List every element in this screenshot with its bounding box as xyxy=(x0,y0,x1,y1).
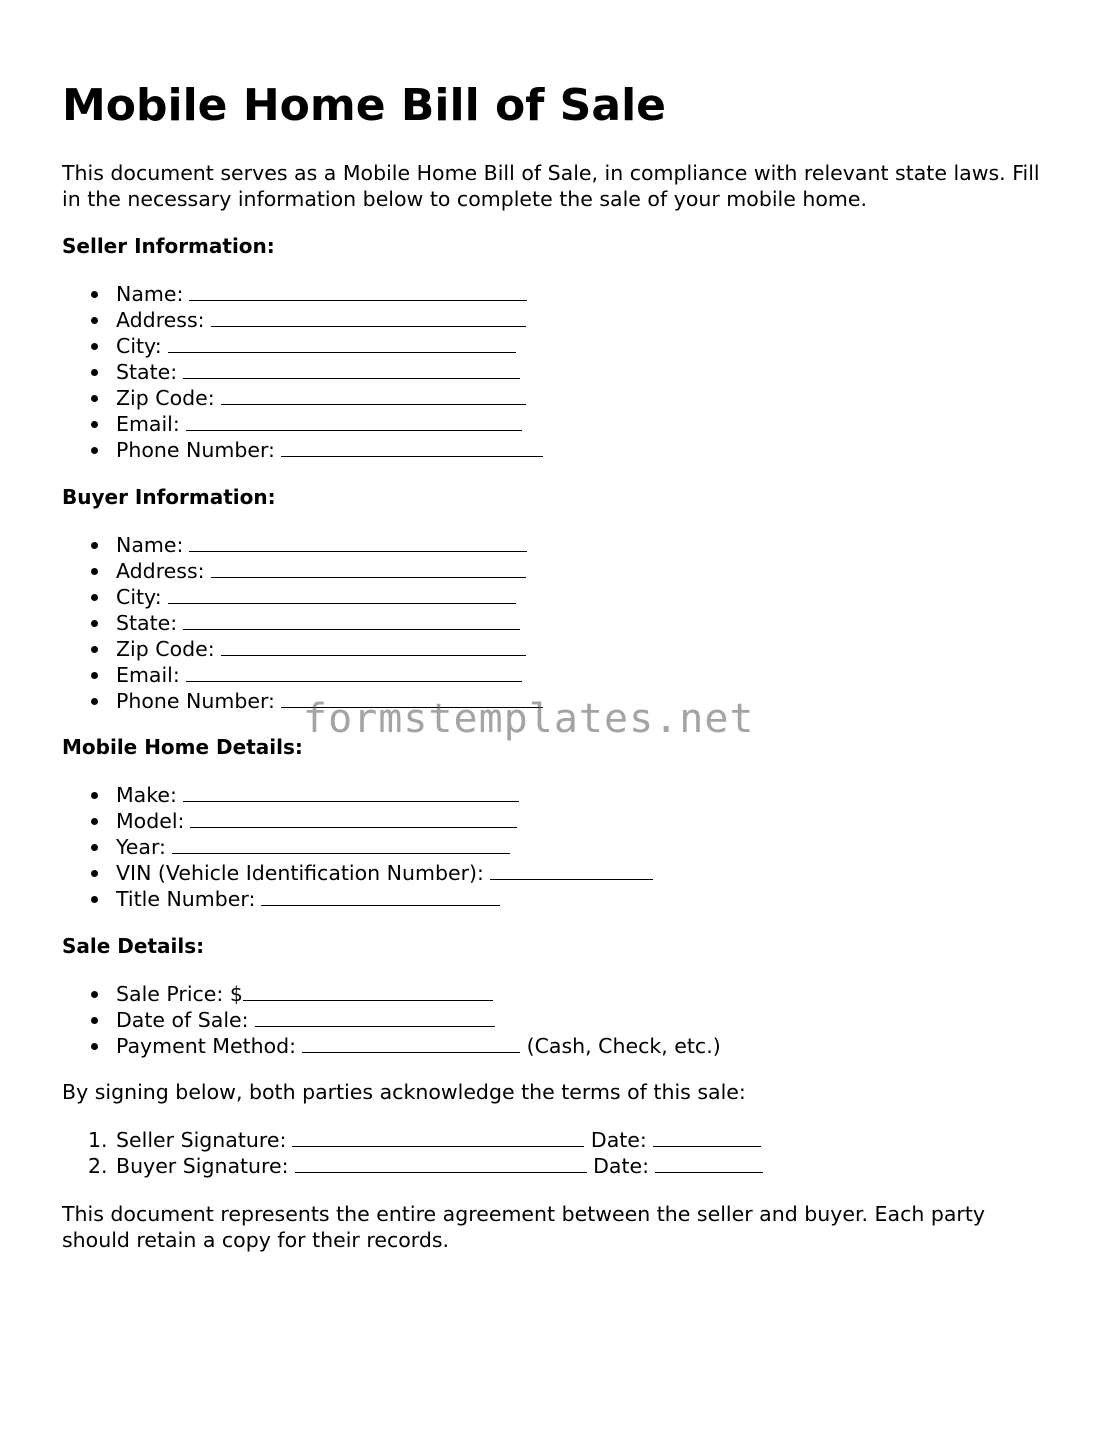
seller-name-blank[interactable] xyxy=(189,282,527,301)
sale-date-blank[interactable] xyxy=(255,1008,495,1027)
buyer-city-blank[interactable] xyxy=(168,585,516,604)
seller-name-field: Name: xyxy=(62,281,543,307)
home-details-heading: Mobile Home Details: xyxy=(62,735,303,759)
seller-signature-row: 1. Seller Signature: Date: xyxy=(62,1127,763,1153)
seller-signature-blank[interactable] xyxy=(292,1128,584,1147)
acknowledgement-text: By signing below, both parties acknowledge the terms of this sale: xyxy=(62,1080,746,1104)
home-title-number-field: Title Number: xyxy=(62,886,653,912)
buyer-zip-blank[interactable] xyxy=(221,637,526,656)
bullet-icon xyxy=(91,672,98,679)
bullet-icon xyxy=(91,1043,98,1050)
bullet-icon xyxy=(91,844,98,851)
sale-price-blank[interactable] xyxy=(243,982,493,1001)
bullet-icon xyxy=(91,542,98,549)
buyer-address-field: Address: xyxy=(62,558,543,584)
bullet-icon xyxy=(91,447,98,454)
payment-method-blank[interactable] xyxy=(302,1034,520,1053)
sale-details-fields xyxy=(62,981,721,1059)
buyer-name-blank[interactable] xyxy=(189,533,527,552)
intro-paragraph: This document serves as a Mobile Home Bill of Sale, in compliance with relevant state laws. Fill in the necessary information below to complete the sale of your mobile home. xyxy=(62,161,1040,211)
seller-email-field: Email: xyxy=(62,411,543,437)
payment-method-hint: (Cash, Check, etc.) xyxy=(526,1034,721,1058)
signature-list xyxy=(62,1127,763,1179)
sale-date-field: Date of Sale: xyxy=(62,1007,721,1033)
sale-price-field: Sale Price: $ xyxy=(62,981,721,1007)
buyer-phone-field: Phone Number: xyxy=(62,688,543,714)
buyer-zip-field: Zip Code: xyxy=(62,636,543,662)
buyer-signature-row: 2. Buyer Signature: Date: xyxy=(62,1153,763,1179)
bullet-icon xyxy=(91,896,98,903)
home-year-field: Year: xyxy=(62,834,653,860)
seller-heading: Seller Information: xyxy=(62,234,275,258)
home-year-blank[interactable] xyxy=(172,835,510,854)
seller-state-field: State: xyxy=(62,359,543,385)
buyer-state-field: State: xyxy=(62,610,543,636)
bullet-icon xyxy=(91,818,98,825)
bullet-icon xyxy=(91,369,98,376)
bullet-icon xyxy=(91,870,98,877)
bullet-icon xyxy=(91,646,98,653)
home-vin-blank[interactable] xyxy=(490,861,653,880)
seller-zip-blank[interactable] xyxy=(221,386,526,405)
bullet-icon xyxy=(91,620,98,627)
buyer-fields xyxy=(62,532,543,714)
bullet-icon xyxy=(91,792,98,799)
payment-method-field: Payment Method: (Cash, Check, etc.) xyxy=(62,1033,721,1059)
buyer-name-field: Name: xyxy=(62,532,543,558)
bullet-icon xyxy=(91,568,98,575)
document-title: Mobile Home Bill of Sale xyxy=(62,80,666,131)
home-model-field: Model: xyxy=(62,808,653,834)
bullet-icon xyxy=(91,291,98,298)
home-model-blank[interactable] xyxy=(190,809,517,828)
sale-details-heading: Sale Details: xyxy=(62,934,205,958)
seller-email-blank[interactable] xyxy=(186,412,522,431)
seller-address-field: Address: xyxy=(62,307,543,333)
home-make-field: Make: xyxy=(62,782,653,808)
seller-city-field: City: xyxy=(62,333,543,359)
bullet-icon xyxy=(91,395,98,402)
seller-zip-field: Zip Code: xyxy=(62,385,543,411)
seller-city-blank[interactable] xyxy=(168,334,516,353)
home-title-number-blank[interactable] xyxy=(261,887,500,906)
buyer-email-blank[interactable] xyxy=(186,663,522,682)
seller-fields xyxy=(62,281,543,463)
buyer-signature-date-blank[interactable] xyxy=(655,1154,763,1173)
closing-paragraph: This document represents the entire agreement between the seller and buyer. Each party should retain a copy for their records. xyxy=(62,1202,986,1252)
bullet-icon xyxy=(91,317,98,324)
bullet-icon xyxy=(91,421,98,428)
seller-phone-blank[interactable] xyxy=(281,438,543,457)
buyer-signature-blank[interactable] xyxy=(295,1154,587,1173)
home-make-blank[interactable] xyxy=(183,783,519,802)
bullet-icon xyxy=(91,991,98,998)
seller-phone-field: Phone Number: xyxy=(62,437,543,463)
buyer-state-blank[interactable] xyxy=(183,611,520,630)
bullet-icon xyxy=(91,594,98,601)
bullet-icon xyxy=(91,698,98,705)
watermark: formstemplates.net xyxy=(303,696,755,742)
bullet-icon xyxy=(91,343,98,350)
home-vin-field: VIN (Vehicle Identification Number): xyxy=(62,860,653,886)
buyer-email-field: Email: xyxy=(62,662,543,688)
buyer-address-blank[interactable] xyxy=(211,559,526,578)
seller-address-blank[interactable] xyxy=(211,308,526,327)
seller-state-blank[interactable] xyxy=(183,360,520,379)
buyer-city-field: City: xyxy=(62,584,543,610)
home-details-fields xyxy=(62,782,653,912)
seller-signature-date-blank[interactable] xyxy=(653,1128,761,1147)
buyer-heading: Buyer Information: xyxy=(62,485,276,509)
bullet-icon xyxy=(91,1017,98,1024)
